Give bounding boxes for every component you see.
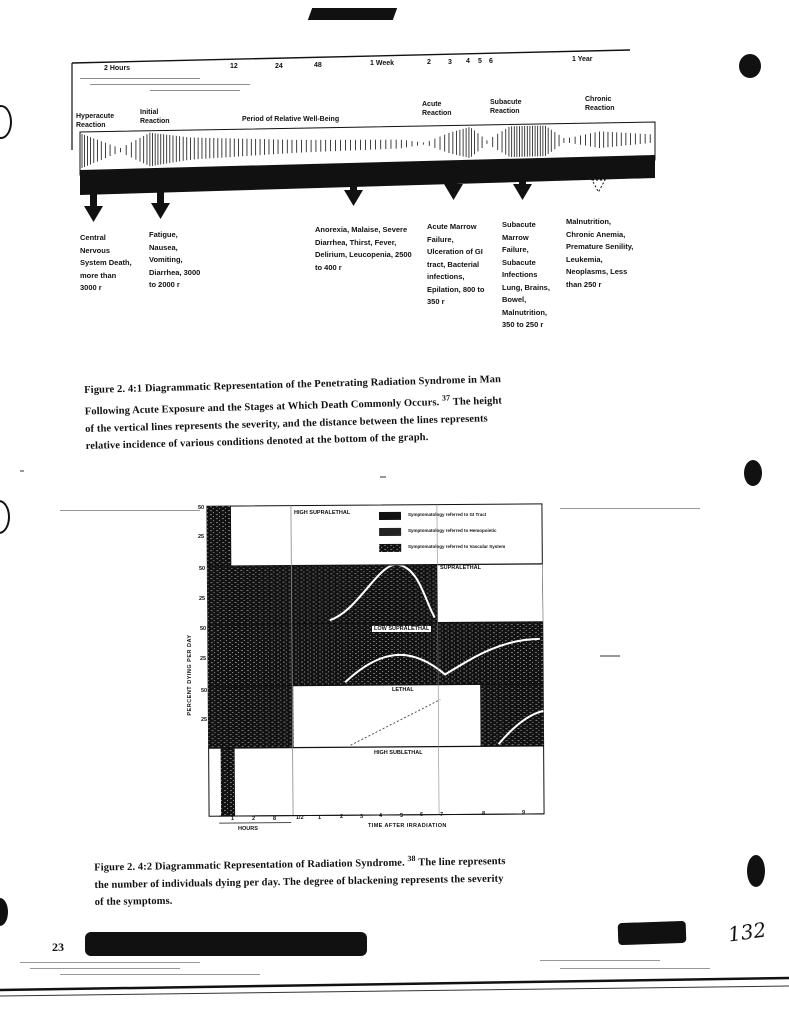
legend-hemopoietic: Symptomatology referred to Hemopoietic bbox=[408, 528, 497, 533]
cause-acute: Acute Marrow Failure, Ulceration of GI tract, Bacterial infections, Epilation, 800 to 350 r bbox=[427, 222, 485, 306]
time-tick-2: 2 bbox=[427, 59, 431, 66]
time-tick-48: 48 bbox=[314, 62, 322, 69]
figure2-caption-line2: the number of individuals dying per day. The degree of blackening represents the severity bbox=[94, 873, 504, 891]
y-tick-2: 25 bbox=[198, 534, 205, 540]
time-tick-1-week: 1 Week bbox=[370, 60, 394, 67]
x-tick-day-half: 1/2 bbox=[296, 815, 304, 821]
cause-subacute: Subacute Marrow Failure, Subacute Infections Lung, Brains, Bowel, Malnutrition, 350 to 250 r bbox=[502, 220, 550, 329]
redaction-bar-right bbox=[618, 921, 687, 945]
y-tick-5: 50 bbox=[200, 626, 207, 632]
panel-lethal: LETHAL bbox=[392, 687, 414, 693]
time-tick-6: 6 bbox=[489, 58, 493, 65]
time-tick-24: 24 bbox=[275, 63, 283, 70]
figure2-caption bbox=[94, 846, 655, 910]
page-number: 23 bbox=[52, 940, 64, 954]
y-tick-3: 50 bbox=[199, 566, 206, 572]
x-tick-day-6: 6 bbox=[420, 812, 424, 818]
y-tick-1: 50 bbox=[198, 505, 205, 511]
cause-initial: Fatigue, Nausea, Vomiting, Diarrhea, 3000 to 2000 r bbox=[149, 230, 201, 289]
phase-well-being: Period of Relative Well-Being bbox=[242, 116, 340, 123]
panel-low-supralethal: LOW SUPRALETHAL bbox=[374, 626, 430, 632]
y-tick-6: 25 bbox=[200, 656, 207, 662]
cause-cns-death: Central Nervous System Death, more than 3000 r bbox=[80, 233, 132, 292]
x-tick-day-3: 3 bbox=[360, 814, 364, 820]
x-tick-day-8: 8 bbox=[482, 811, 486, 817]
x-tick-day-2: 2 bbox=[340, 814, 344, 820]
figure1-caption-line2: Following Acute Exposure and the Stages at Which Death Commonly Occurs. $^{37}$ The height bbox=[84, 393, 503, 418]
time-tick-2-hours: 2 Hours bbox=[104, 65, 131, 72]
figure1-caption-line1: Figure 2. 4:1 Diagrammatic Representation of the Penetrating Radiation Syndrome in Man bbox=[84, 374, 502, 396]
time-tick-12: 12 bbox=[230, 63, 238, 70]
phase-subacute: Subacute Reaction bbox=[490, 99, 522, 115]
bottom-scan-artifacts bbox=[0, 950, 789, 1024]
x-tick-hour-2: 2 bbox=[252, 816, 256, 822]
phase-hyperacute: Hyperacute Reaction bbox=[76, 113, 115, 129]
x-tick-day-9: 9 bbox=[522, 810, 526, 816]
phase-acute: Acute Reaction bbox=[422, 101, 452, 117]
cause-chronic: Malnutrition, Chronic Anemia, Premature Senility, Leukemia, Neoplasms, Less than 250 r bbox=[566, 217, 634, 289]
x-tick-hour-1: 1 bbox=[231, 816, 235, 822]
y-axis-label: PERCENT DYING PER DAY bbox=[187, 634, 193, 716]
y-tick-8: 25 bbox=[201, 717, 208, 723]
time-tick-5: 5 bbox=[478, 58, 482, 65]
figure2-caption-line3: of the symptoms. bbox=[94, 895, 173, 908]
panel-high-sublethal: HIGH SUBLETHAL bbox=[374, 750, 423, 756]
time-tick-3: 3 bbox=[448, 59, 452, 66]
legend-gi-tract: Symptomatology referred to GI Tract bbox=[408, 512, 487, 517]
cause-well-being: Anorexia, Malaise, Severe Diarrhea, Thirst, Fever, Delirium, Leucopenia, 2500 to 400 r bbox=[315, 225, 412, 272]
panel-high-supralethal: HIGH SUPRALETHAL bbox=[294, 510, 351, 516]
x-tick-day-4: 4 bbox=[379, 813, 383, 819]
x-tick-day-7: 7 bbox=[440, 812, 444, 818]
handwritten-number: 132 bbox=[726, 917, 768, 947]
figure2-caption-line1: Figure 2. 4:2 Diagrammatic Representation of Radiation Syndrome. $^{38}$ The line represents bbox=[94, 853, 506, 874]
figure1-caption-line4: relative incidence of various conditions denoted at the bottom of the graph. bbox=[85, 431, 429, 452]
y-tick-4: 25 bbox=[199, 596, 206, 602]
x-tick-day-1: 1 bbox=[318, 815, 322, 821]
time-tick-1-year: 1 Year bbox=[572, 56, 593, 63]
y-tick-7: 50 bbox=[201, 688, 208, 694]
x-tick-hour-8: 8 bbox=[273, 816, 277, 822]
panel-supralethal: SUPRALETHAL bbox=[440, 565, 481, 571]
legend-vascular: Symptomatology referred to Vascular System bbox=[408, 544, 506, 549]
x-sublabel-hours: HOURS bbox=[238, 826, 258, 832]
phase-chronic: Chronic Reaction bbox=[585, 96, 615, 112]
x-tick-day-5: 5 bbox=[400, 813, 404, 819]
time-tick-4: 4 bbox=[466, 58, 470, 65]
phase-initial: Initial Reaction bbox=[140, 109, 170, 125]
x-axis-label: TIME AFTER IRRADIATION bbox=[368, 823, 447, 829]
figure1-caption-line3: of the vertical lines represents the severity, and the distance between the lines represents bbox=[85, 412, 488, 435]
